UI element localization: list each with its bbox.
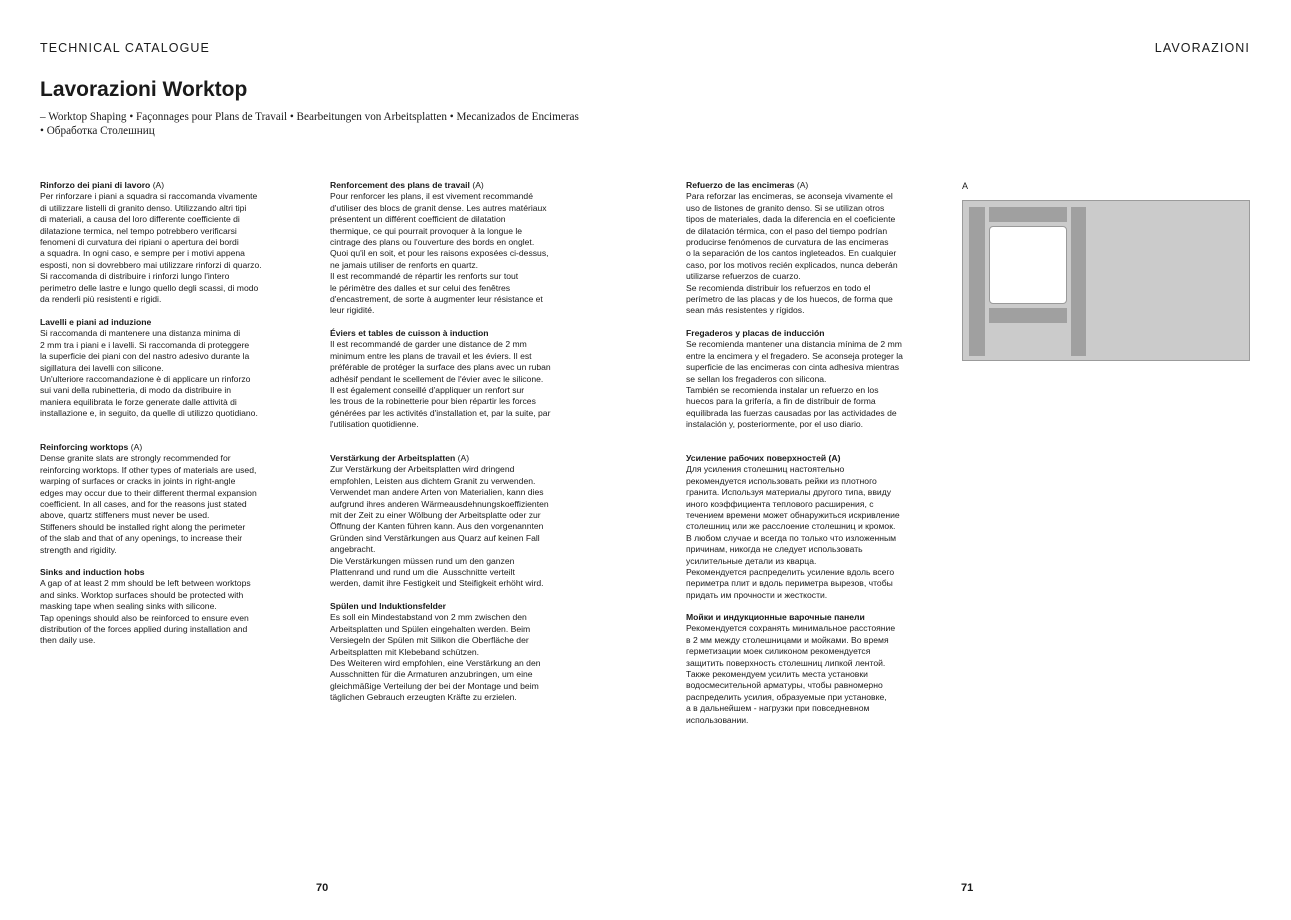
section-fr-sinks	[330, 328, 580, 431]
section-heading: Sinks and induction hobs	[40, 567, 145, 577]
section-heading: Rinforzo dei piani di lavoro (A)	[40, 180, 165, 190]
top-reinforcement-bar	[989, 207, 1067, 222]
section-body: Si raccomanda di mantenere una distanza minima di 2 mm tra i piani e i lavelli. Si raccomanda di proteggere la superficie dei piani con del nastro adesivo durante la sigillatura dei lavelli con silicone. Un'ulteriore raccomandazione è di applicare un rinforzo sui vani della rubinetteria, di modo da distribuire in maniera equilibrata le forze generate dalle attività di installazione e, in seguito, da quelle di utilizzo quotidiano.	[40, 328, 258, 419]
section-ru-sinks	[686, 612, 936, 726]
section-body: Il est recommandé de garder une distance de 2 mm minimum entre les plans de travail et les éviers. Il est préférable de protéger la surface des plans avec un ruban adhésif pendant le scellement de l'évier avec le silicone. Il est également conseillé d'appliquer un renfort sur les trous de la robinetterie pour bien répartir les forces générées par les activités d'installation et, par la suite, par l'utilisation quotidienne.	[330, 339, 551, 430]
section-body: Per rinforzare i piani a squadra si raccomanda vivamente di utilizzare listelli di granito denso. Utilizzando altri tipi di materiali, a causa del loro differente coefficiente di dilatazione termica, nel tempo potrebbero verificarsi fenomeni di curvatura dei ripiani o apertura dei bordi a squadra. In ogni caso, e sempre per i motivi appena esposti, non si dovrebbero mai utilizzare rinforzi di quarzo. Si raccomanda di distribuire i rinforzi lungo l'intero perimetro delle lastre e lungo quello degli scassi, di modo da renderli più resistenti e rigidi.	[40, 191, 262, 305]
section-body: Dense granite slats are strongly recommended for reinforcing worktops. If other types of materials are used, warping of surfaces or cracks in joints in right-angle edges may occur due to their different thermal expansion coefficient. In all cases, and for the reasons just stated above, quartz stiffeners must never be used. Stiffeners should be installed right along the perimeter of the slab and that of any openings, to increase their strength and rigidity.	[40, 453, 257, 555]
page-number-right: 71	[961, 882, 974, 894]
section-body: Se recomienda mantener una distancia mínima de 2 mm entre la encimera y el fregadero. Se aconseja proteger la superficie de las encimeras con cinta adhesiva mientras se sellan los fregaderos con silicona. También se recomienda instalar un refuerzo en los huecos para la grifería, a fin de distribuir de forma equilibrada las fuerzas causadas por las actividades de instalación y, posteriormente, por el uso diario.	[686, 339, 903, 430]
section-en-reinforcing	[40, 442, 290, 556]
section-body: Рекомендуется сохранять минимальное расстояние в 2 мм между столешницами и мойками. Во время герметизации моек силиконом рекомендуется защитить поверхность столешниц липкой лентой. Также рекомендуем усилить места установки водосмесительной арматуры, чтобы равномерно распределить усилия, образуемые при установке, а в дальнейшем - нагрузки при повседневном использовании.	[686, 623, 896, 725]
section-heading: Мойки и индукционные варочные панели	[686, 612, 865, 622]
section-body: Zur Verstärkung der Arbeitsplatten wird dringend empfohlen, Leisten aus dichtem Granit zu verwenden. Verwendet man andere Arten von Materialien, kann dies aufgrund ihres anderen Wärmeausdehnungskoeffizienten mit der Zeit zu einer Wölbung der Arbeitsplatte oder zur Öffnung der Kanten führen kann. Aus den vorgenannten Gründen sind Verstärkungen aus Quarz auf keinen Fall angebracht. Die Verstärkungen müssen rund um den ganzen Plattenrand und rund um die Ausschnitte verteilt werden, damit ihre Festigkeit und Steifigkeit erhöht wird.	[330, 464, 549, 589]
section-heading: Refuerzo de las encimeras (A)	[686, 180, 809, 190]
section-heading: Lavelli e piani ad induzione	[40, 317, 152, 327]
bottom-reinforcement-bar	[989, 308, 1067, 323]
worktop-reinforcement-diagram	[962, 200, 1250, 361]
page-title: Lavorazioni Worktop	[40, 78, 248, 101]
section-fr-reinforcing	[330, 180, 580, 317]
section-body: A gap of at least 2 mm should be left between worktops and sinks. Worktop surfaces should be protected with masking tape when sealing sinks with silicone. Tap openings should also be reinforced to ensure even distribution of the forces applied during installation and then daily use.	[40, 578, 251, 646]
page-number-left: 70	[316, 882, 329, 894]
right-reinforcement-bar	[1071, 207, 1086, 356]
section-body: Es soll ein Mindestabstand von 2 mm zwischen den Arbeitsplatten und Spülen eingehalten werden. Beim Versiegeln der Spülen mit Silikon die Oberfläche der Arbeitsplatten mit Klebeband schützen. Des Weiteren wird empfohlen, eine Verstärkung an den Ausschnitten für die Armaturen anzubringen, um eine gleichmäßige Verteilung der bei der Montage und beim täglichen Gebrauch erzeugten Kräfte zu erzielen.	[330, 612, 541, 703]
section-de-reinforcing	[330, 453, 580, 590]
section-es-reinforcing	[686, 180, 936, 317]
section-heading: Fregaderos y placas de inducción	[686, 328, 825, 338]
left-reinforcement-bar	[969, 207, 985, 356]
section-de-sinks	[330, 601, 580, 704]
section-heading: Spülen und Induktionsfelder	[330, 601, 447, 611]
section-heading: Éviers et tables de cuisson à induction	[330, 328, 489, 338]
page-subtitle: – Worktop Shaping • Façonnages pour Plans de Travail • Bearbeitungen von Arbeitsplatten • Mecanizados de Encimeras • Обработка Столешниц	[40, 111, 579, 137]
section-header: LAVORAZIONI	[1154, 41, 1250, 55]
section-heading: Усиление рабочих поверхностей (А)	[686, 453, 841, 463]
section-es-sinks	[686, 328, 936, 431]
section-en-sinks	[40, 567, 290, 647]
section-ru-reinforcing	[686, 453, 936, 601]
figure-label: A	[962, 181, 969, 191]
sink-cutout	[989, 226, 1067, 304]
section-it-reinforcing	[40, 180, 290, 305]
section-it-sinks	[40, 317, 290, 420]
section-heading: Renforcement des plans de travail (A)	[330, 180, 484, 190]
section-heading: Verstärkung der Arbeitsplatten (A)	[330, 453, 470, 463]
section-body: Для усиления столешниц настоятельно рекомендуется использовать рейки из плотного гранита. Используя материалы другого типа, ввиду иного коэффициента теплового расширения, с течением времени может обнаружиться искривление столешниц или же расслоение столешниц и кромок. В любом случае и всегда по только что изложенным причинам, никогда не следует использовать усилительные детали из кварца. Рекомендуется распределить усиление вдоль всего периметра плит и вдоль периметра вырезов, чтобы придать им прочности и жесткости.	[686, 464, 900, 600]
catalogue-header: TECHNICAL CATALOGUE	[40, 41, 210, 55]
section-body: Para reforzar las encimeras, se aconseja vivamente el uso de listones de granito denso. Si se utilizan otros tipos de materiales, dada la diferencia en el coeficiente de dilatación térmica, con el paso del tiempo podrían producirse fenómenos de curvatura de las encimeras o la separación de los cantos ingleteados. En cualquier caso, por los motivos recién explicados, nunca deberán utilizarse refuerzos de cuarzo. Se recomienda distribuir los refuerzos en todo el perímetro de las placas y de los huecos, de forma que sean más resistentes y rígidos.	[686, 191, 898, 316]
section-body: Pour renforcer les plans, il est vivement recommandé d'utiliser des blocs de granit dense. Les autres matériaux présentent un différent coefficient de dilatation thermique, ce qui pourrait provoquer à la longue le cintrage des plans ou l'ouverture des bords en onglet. Quoi qu'il en soit, et pour les raisons exposées ci-dessus, ne jamais utiliser de renforts en quartz. Il est recommandé de répartir les renforts sur tout le périmètre des dalles et sur celui des fenêtres d'encastrement, de sorte à augmenter leur résistance et leur rigidité.	[330, 191, 549, 316]
section-heading: Reinforcing worktops (A)	[40, 442, 143, 452]
